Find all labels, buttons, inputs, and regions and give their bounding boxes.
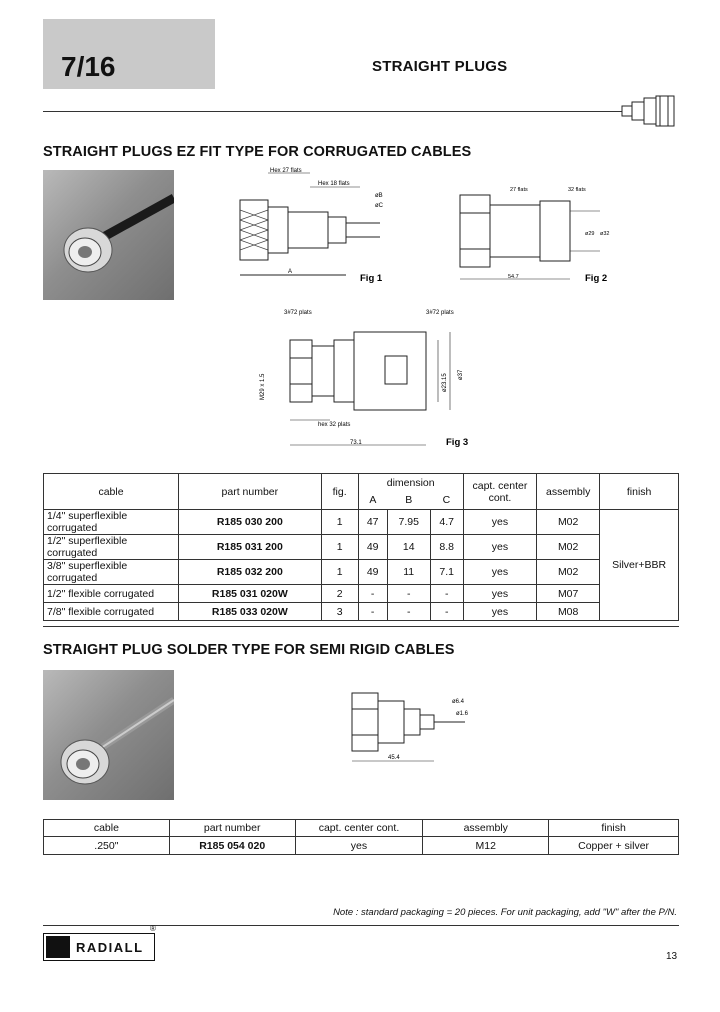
table-row (44, 535, 679, 560)
col-header-finish: finish (549, 820, 679, 837)
cell-b: - (387, 603, 430, 621)
fig2-dim-length: 54.7 (508, 274, 519, 280)
cell-part-number: R185 030 200 (178, 510, 321, 535)
cell-capt: yes (463, 585, 536, 603)
fig1-label: Fig 1 (360, 273, 383, 284)
table-row (44, 560, 679, 585)
cell-cable: .250" (44, 837, 170, 855)
cell-c: - (430, 585, 463, 603)
cell-capt: yes (463, 603, 536, 621)
cell-a: - (358, 603, 387, 621)
col-header-part-number: part number (169, 820, 295, 837)
cell-a: 49 (358, 560, 387, 585)
cell-c: 8.8 (430, 535, 463, 560)
col-header-fig: fig. (321, 474, 358, 510)
solder-dim-1-6: ø1.6 (456, 711, 469, 717)
col-header-finish: finish (600, 474, 679, 510)
cell-part-number: R185 031 200 (178, 535, 321, 560)
section2-title: STRAIGHT PLUG SOLDER TYPE FOR SEMI RIGID CABLES (43, 642, 455, 658)
cell-part-number: R185 031 020W (178, 585, 321, 603)
cell-finish: Copper + silver (549, 837, 679, 855)
fig3-label: Fig 3 (446, 437, 469, 448)
fig3-dim-length: 73.1 (350, 440, 362, 446)
page-number: 13 (666, 951, 678, 962)
fig2-dim-32: ø32 (600, 231, 610, 237)
cell-a: 49 (358, 535, 387, 560)
fig1-dim-b: øB (375, 193, 383, 199)
fig3-dim-thread: M29 x 1.5 (260, 373, 266, 400)
cell-fig: 1 (321, 560, 358, 585)
product-photo-ez-fit (43, 170, 174, 300)
cell-part-number: R185 054 020 (169, 837, 295, 855)
footer-rule (43, 925, 679, 926)
fig2-label: Fig 2 (585, 273, 608, 284)
col-header-assembly: assembly (423, 820, 549, 837)
fig3-drawing (250, 300, 480, 450)
cell-finish: Silver+BBR (600, 510, 679, 621)
fig3-dim-plats-right: 3#72 plats (426, 310, 454, 316)
col-header-cable: cable (44, 820, 170, 837)
cell-capt: yes (295, 837, 423, 855)
fig2-dim-29: ø29 (585, 231, 595, 237)
cell-b: 11 (387, 560, 430, 585)
packaging-note: Note : standard packaging = 20 pieces. For unit packaging, add "W" after the P/N. (333, 907, 677, 918)
cell-b: 14 (387, 535, 430, 560)
cell-assembly: M12 (423, 837, 549, 855)
cell-c: 4.7 (430, 510, 463, 535)
col-header-part-number: part number (178, 474, 321, 510)
brand-name: RADIALL (76, 940, 144, 955)
cell-part-number: R185 033 020W (178, 603, 321, 621)
cell-assembly: M02 (537, 560, 600, 585)
cell-cable: 3/8" superflexible corrugated (44, 560, 179, 585)
cell-assembly: M08 (537, 603, 600, 621)
col-header-capt: capt. center cont. (295, 820, 423, 837)
col-header-assembly: assembly (537, 474, 600, 510)
fig1-drawing (230, 165, 390, 290)
fig2-drawing (450, 175, 615, 290)
cell-assembly: M02 (537, 535, 600, 560)
fig1-dim-hex27: Hex 27 flats (270, 168, 302, 174)
cell-capt: yes (463, 535, 536, 560)
cell-fig: 3 (321, 603, 358, 621)
solder-table (43, 819, 679, 855)
header-rule (43, 111, 628, 112)
fig3-dim-hex: hex 32 plats (318, 422, 351, 428)
cell-a: 47 (358, 510, 387, 535)
cell-fig: 1 (321, 510, 358, 535)
cell-c: - (430, 603, 463, 621)
section1-title: STRAIGHT PLUGS EZ FIT TYPE FOR CORRUGATED CABLES (43, 144, 472, 160)
col-header-dimension: dimension (358, 474, 463, 492)
fig1-dim-hex18: Hex 18 flats (318, 181, 350, 187)
cell-assembly: M07 (537, 585, 600, 603)
connector-icon (620, 94, 680, 128)
table-row (44, 585, 679, 603)
cell-cable: 1/4" superflexible corrugated (44, 510, 179, 535)
solder-dim-length: 45.4 (388, 755, 400, 761)
cell-assembly: M02 (537, 510, 600, 535)
cell-capt: yes (463, 510, 536, 535)
cell-a: - (358, 585, 387, 603)
ez-fit-table (43, 473, 679, 621)
cell-part-number: R185 032 200 (178, 560, 321, 585)
fig3-dim-23: ø23.15 (442, 373, 448, 392)
cell-cable: 1/2" flexible corrugated (44, 585, 179, 603)
cell-fig: 1 (321, 535, 358, 560)
registered-mark: ® (150, 924, 156, 933)
table-row (44, 603, 679, 621)
cell-capt: yes (463, 560, 536, 585)
product-photo-semi-rigid (43, 670, 174, 800)
cell-cable: 1/2" superflexible corrugated (44, 535, 179, 560)
col-header-c: C (430, 492, 463, 510)
section-divider (43, 626, 679, 627)
col-header-cable: cable (44, 474, 179, 510)
col-header-capt: capt. center cont. (463, 474, 536, 510)
col-header-b: B (405, 494, 413, 507)
fig2-dim-32flats: 32 flats (568, 187, 586, 193)
table-row (44, 837, 679, 855)
solder-plug-drawing (340, 685, 470, 765)
cell-fig: 2 (321, 585, 358, 603)
radiall-logo (43, 924, 156, 961)
cell-c: 7.1 (430, 560, 463, 585)
fig1-dim-a: A (288, 269, 293, 275)
series-label: 7/16 (61, 51, 116, 82)
cell-b: - (387, 585, 430, 603)
radiall-emblem-icon (46, 936, 70, 958)
cell-cable: 7/8" flexible corrugated (44, 603, 179, 621)
page-title: STRAIGHT PLUGS (372, 58, 508, 75)
fig1-dim-c: øC (375, 203, 383, 209)
col-header-a: A (369, 494, 377, 507)
table-row (44, 510, 679, 535)
fig2-dim-27flats: 27 flats (510, 187, 528, 193)
fig3-dim-plats-left: 3#72 plats (284, 310, 312, 316)
cell-b: 7.95 (387, 510, 430, 535)
fig3-dim-37: ø37 (458, 369, 464, 380)
solder-dim-6-4: ø6.4 (452, 699, 465, 705)
series-box (43, 19, 215, 89)
